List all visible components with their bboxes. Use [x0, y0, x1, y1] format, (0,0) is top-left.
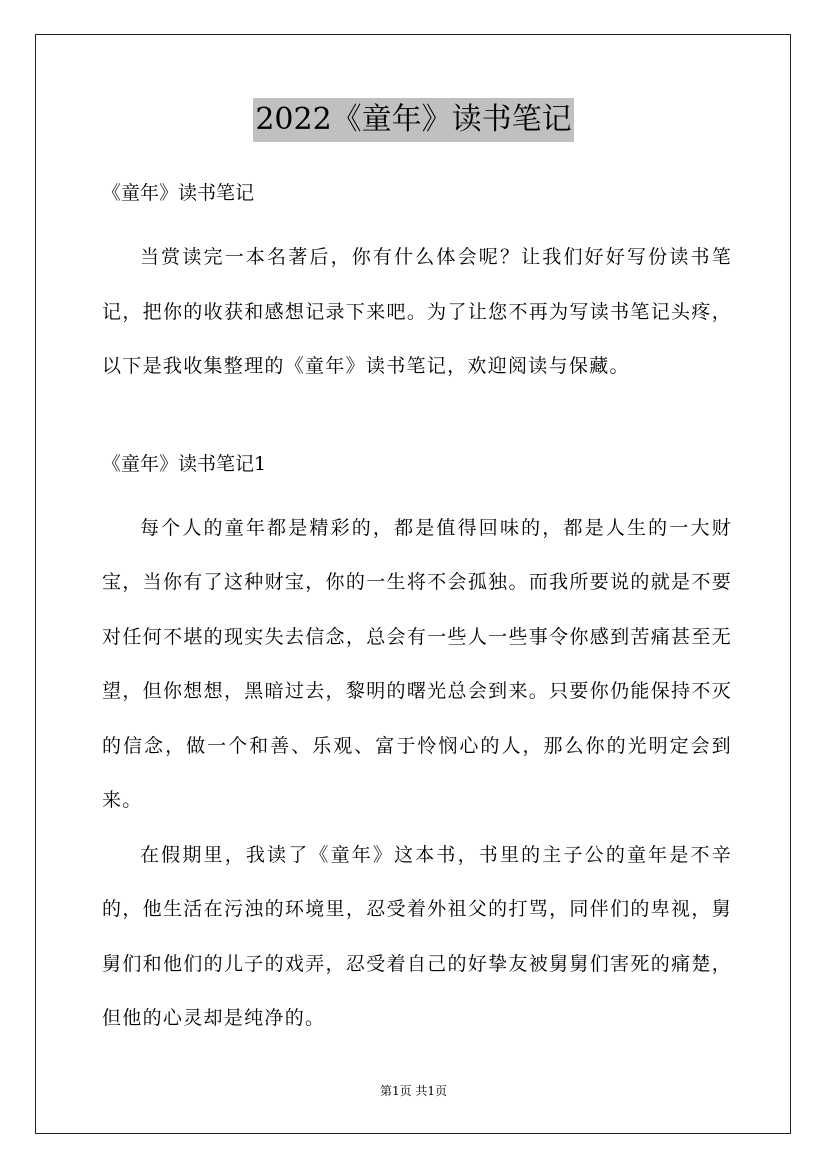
intro-paragraph: 当赏读完一本名著后，你有什么体会呢？让我们好好写份读书笔记，把你的收获和感想记录下来吧。为了让您不再为写读书笔记头疼，以下是我收集整理的《童年》读书笔记，欢迎阅读与保藏。	[102, 246, 732, 377]
spacer	[102, 210, 732, 230]
section1-paragraph-2: 在假期里，我读了《童年》这本书，书里的主子公的童年是不辛的，他生活在污浊的环境里，忍受着外祖父的打骂，同伴们的卑视，舅舅们和他们的儿子的戏弄，忍受着自己的好挚友被舅舅们害死的痛楚，但他的心灵却是纯净的。	[102, 843, 732, 1029]
page-footer: 第1页 共1页	[379, 1084, 448, 1098]
spacer	[102, 481, 732, 501]
document-body	[102, 176, 732, 1046]
spacer	[102, 394, 732, 447]
document-title: 2022《童年》读书笔记	[253, 98, 573, 142]
intro-heading: 《童年》读书笔记	[102, 182, 255, 204]
title-container	[0, 98, 827, 142]
section1-paragraph-1: 每个人的童年都是精彩的，都是值得回味的，都是人生的一大财宝，当你有了这种财宝，你的一生将不会孤独。而我所要说的就是不要对任何不堪的现实失去信念，总会有一些人一些事令你感到苦痛甚至无望，但你想想，黑暗过去，黎明的曙光总会到来。只要你仍能保持不灭的信念，做一个和善、乐观、富于怜悯心的人，那么你的光明定会到来。	[102, 516, 732, 811]
section1-heading: 《童年》读书笔记1	[102, 452, 267, 475]
